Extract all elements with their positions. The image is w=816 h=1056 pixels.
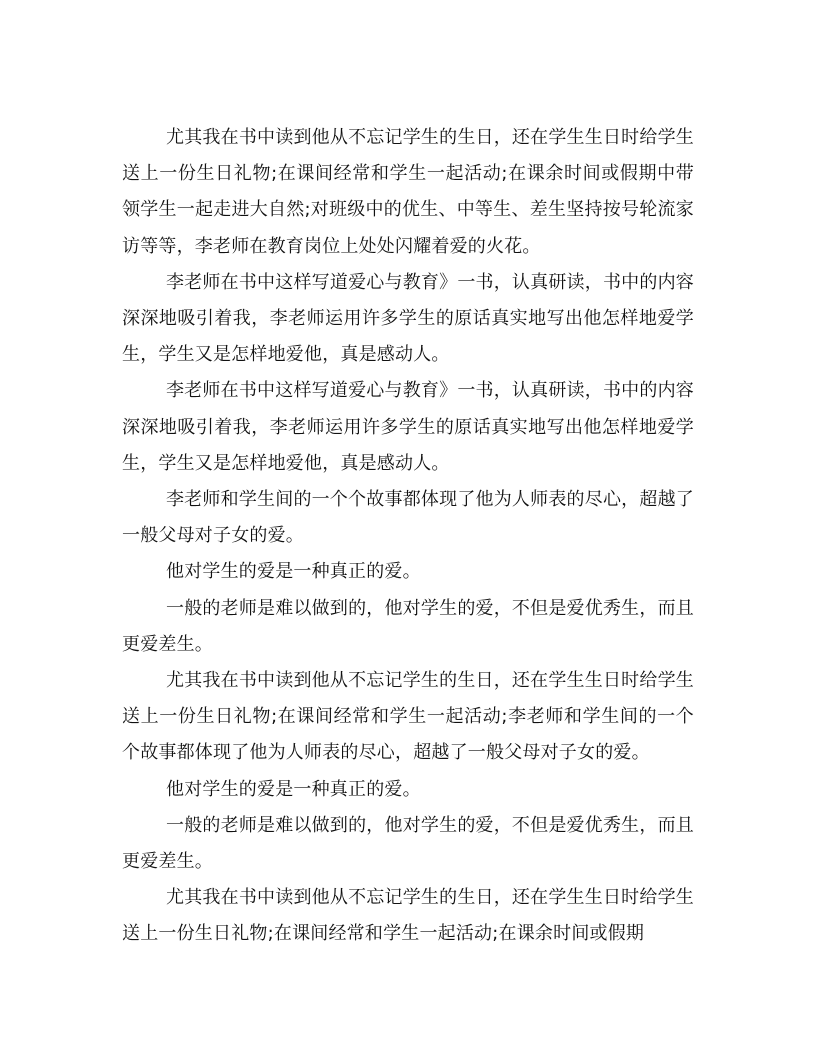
paragraph: 尤其我在书中读到他从不忘记学生的生日，还在学生生日时给学生送上一份生日礼物;在课间经常和学生一起活动;李老师和学生间的一个个故事都体现了他为人师表的尽心，超越了一般父母对子女的爱。 [122, 670, 694, 764]
paragraph: 他对学生的爱是一种真正的爱。 [166, 778, 421, 800]
document-body [122, 120, 694, 953]
paragraph: 尤其我在书中读到他从不忘记学生的生日，还在学生生日时给学生送上一份生日礼物;在课间经常和学生一起活动;在课余时间或假期中带领学生一起走进大自然;对班级中的优生、中等生、差生坚持按号轮流家访等等，李老师在教育岗位上处处闪耀着爱的火花。 [122, 127, 694, 257]
paragraph: 李老师和学生间的一个个故事都体现了他为人师表的尽心，超越了一般父母对子女的爱。 [122, 489, 694, 547]
paragraph: 李老师在书中这样写道爱心与教育》一书，认真研读，书中的内容深深地吸引着我，李老师运用许多学生的原话真实地写出他怎样地爱学生，学生又是怎样地爱他，真是感动人。 [122, 271, 694, 366]
paragraph: 李老师在书中这样写道爱心与教育》一书，认真研读，书中的内容深深地吸引着我，李老师运用许多学生的原话真实地写出他怎样地爱学生，学生又是怎样地爱他，真是感动人。 [122, 380, 694, 474]
paragraph: 一般的老师是难以做到的，他对学生的爱，不但是爱优秀生，而且更爱差生。 [122, 814, 694, 873]
paragraph: 他对学生的爱是一种真正的爱。 [166, 561, 421, 583]
paragraph: 一般的老师是难以做到的，他对学生的爱，不但是爱优秀生，而且更爱差生。 [122, 597, 694, 655]
paragraph: 尤其我在书中读到他从不忘记学生的生日，还在学生生日时给学生送上一份生日礼物;在课间经常和学生一起活动;在课余时间或假期 [122, 887, 694, 945]
